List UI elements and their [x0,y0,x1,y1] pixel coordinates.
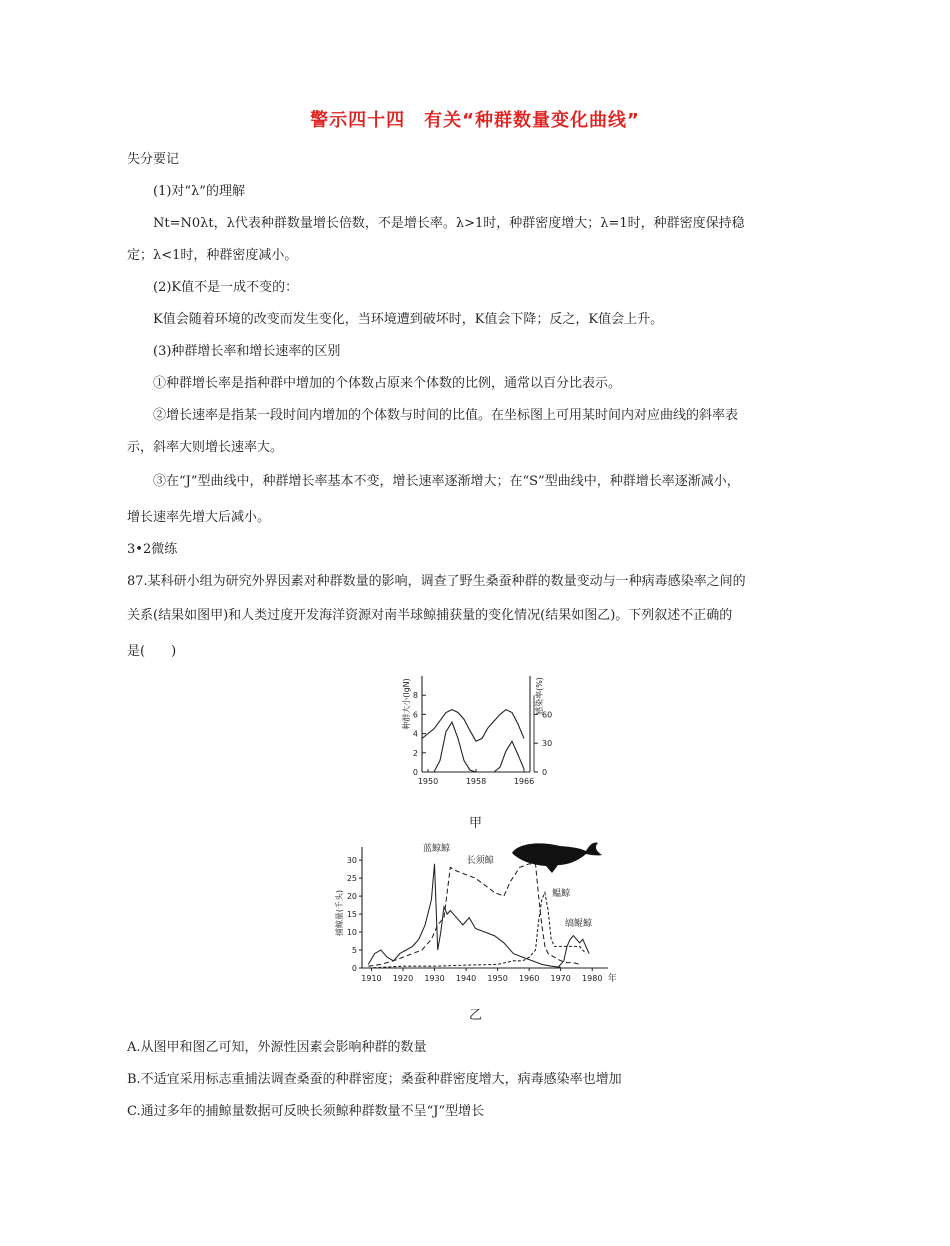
point-3-heading: (3)种群增长率和增长速率的区别 [153,344,341,359]
x-unit-label: 年 [607,974,617,984]
y-axis-label: 捕鲸量(千头) [335,889,344,937]
point-3-item-c-cont: 增长速率先增大后减小。 [127,510,271,525]
y-left-tick-label: 8 [412,691,418,701]
point-1-text: Nt=N0λt，λ代表种群数量增长倍数，不是增长率。λ>1时，种群密度增大；λ=1时，种群密度保持稳 [153,216,745,231]
x-tick-label: 1920 [392,974,414,983]
point-3-item-c: ③在“J”型曲线中，种群增长率基本不变，增长速率逐渐增大；在“S”型曲线中，种群增长率逐渐减小， [153,474,740,489]
x-tick-label: 1910 [361,974,382,983]
series-label-blue-whale: 蓝鲸鲸 [423,844,451,854]
practice-heading: 3•2微练 [127,542,178,557]
y-left-tick-label: 0 [412,768,418,777]
option-c[interactable]: C.通过多年的捕鲸量数据可反映长须鲸种群数量不呈“J”型增长 [127,1104,485,1119]
y-right-tick-label: 60 [542,710,553,720]
y-right-axis-label: 感染率(%) [535,677,544,715]
section-heading: 失分要记 [127,152,180,167]
infection-rate-line [422,722,524,772]
x-tick-label: 1930 [424,974,445,983]
question-text: 87.某科研小组为研究外界因素对种群数量的影响，调查了野生桑蚕种群的数量变动与一种病毒感染率之间的 [127,574,746,589]
x-tick-label: 1950 [417,777,439,786]
y-right-tick-label: 0 [542,768,548,777]
x-tick-label: 1966 [513,777,535,786]
y-tick-label: 0 [351,964,357,973]
page-title: 警示四十四 有关“种群数量变化曲线” [310,110,640,131]
point-2-text: K值会随着环境的改变而发生变化，当环境遭到破坏时，K值会下降；反之，K值会上升。 [153,312,664,327]
series-blue-whale-line [368,864,560,968]
point-1-heading: (1)对“λ”的理解 [153,184,245,199]
y-right-tick-label: 30 [542,739,553,749]
y-tick-label: 10 [346,928,357,938]
y-left-axis-label: 种群大小(lgN) [402,678,411,730]
chart-b [326,835,626,987]
point-3-item-b: ②增长速率是指某一段时间内增加的个体数与时间的比值。在坐标图上可用某时间内对应曲线的斜率表 [153,408,739,423]
y-tick-label: 30 [346,856,357,866]
whale-icon [512,843,602,873]
series-label-fin-whale: 长须鲸 [466,856,494,866]
x-tick-label: 1950 [487,974,508,983]
y-tick-label: 15 [346,910,357,920]
point-3-item-b-cont: 示，斜率大则增长速率大。 [127,440,284,455]
x-tick-label: 1970 [550,974,571,983]
population-size-line [422,710,524,742]
x-tick-label: 1980 [582,974,603,983]
point-2-heading: (2)K值不是一成不变的： [153,280,299,295]
question-text-end: 是( ) [127,644,177,659]
y-left-tick-label: 6 [412,710,418,720]
x-tick-label: 1960 [518,974,540,983]
y-tick-label: 5 [351,946,357,956]
series-label-minke-whale: 缟鲲鲸 [565,919,593,929]
point-1-text-cont: 定；λ<1时，种群密度减小。 [127,248,298,263]
question-text-cont: 关系(结果如图甲)和人类过度开发海洋资源对南半球鲸捕获量的变化情况(结果如图乙)。下列叙述不正确的 [127,608,733,623]
y-tick-label: 25 [346,874,357,884]
point-3-item-a: ①种群增长率是指种群中增加的个体数占原来个体数的比例，通常以百分比表示。 [153,376,622,391]
y-left-tick-label: 4 [412,729,418,739]
y-tick-label: 20 [346,892,357,902]
x-tick-label: 1958 [465,777,487,786]
series-label-sei-whale: 鳁鲸 [552,889,571,899]
figure-b-caption: 乙 [469,1008,483,1023]
option-a[interactable]: A.从图甲和图乙可知，外源性因素会影响种群的数量 [127,1040,427,1055]
series-fin-whale-line [368,864,579,966]
figure-a-caption: 甲 [469,816,483,831]
option-b[interactable]: B.不适宜采用标志重捕法调查桑蚕的种群密度；桑蚕种群密度增大，病毒感染率也增加 [127,1072,622,1087]
chart-a [390,664,570,794]
x-tick-label: 1940 [455,974,477,983]
y-left-tick-label: 2 [412,748,418,758]
